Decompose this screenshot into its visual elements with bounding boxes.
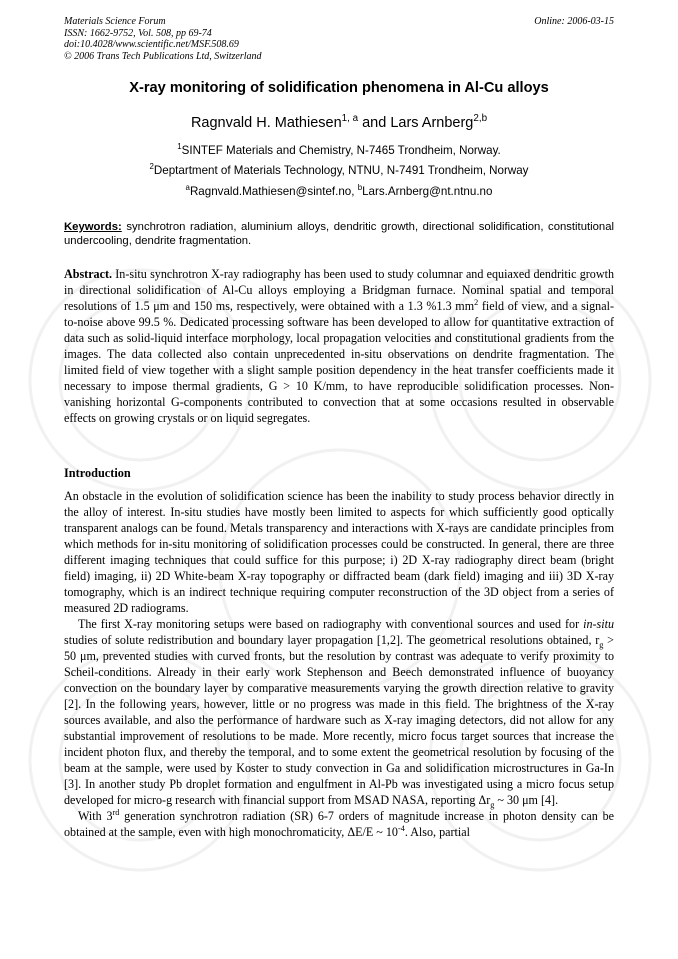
intro-paragraph-2 — [64, 616, 614, 808]
abstract-text-2: field of view, and a signal-to-noise above 99.5 %. Dedicated processing software has been developed to allow for quantitative extraction of data such as solid-liquid interface morphology, local propagation velocities and constitutional gradients from the images. The data collected also contain unprecedented in-situ observations on dendrite fragmentation. The limited field of view together with a slight sample position dependency in the heat transfer coefficients made it necessary to impose thermal gradients, G > 10 K/mm, to have reproducible solidification processes. Non-vanishing horizontal G-components contributed to convection that at some occasions resulted in observable effects on growing crystals or on liquid segregates. — [64, 299, 614, 425]
copyright-line: © 2006 Trans Tech Publications Ltd, Switzerland — [64, 50, 262, 62]
abstract-section — [64, 266, 614, 426]
email-author-2[interactable]: Lars.Arnberg@nt.ntnu.no — [362, 185, 493, 198]
intro-p3-text-a: With 3 — [78, 809, 113, 823]
abstract-label: Abstract. — [64, 267, 113, 281]
journal-name: Materials Science Forum — [64, 16, 166, 27]
keywords-section — [64, 220, 614, 248]
intro-p2-subscript-2: g — [490, 800, 495, 810]
author-2: Lars Arnberg — [390, 115, 474, 131]
author-1-affiliation-mark: 1, a — [341, 113, 359, 125]
author-conjunction: and — [358, 115, 391, 131]
intro-p2-text-a: The first X-ray monitoring setups were based on radiography with conventional sources and used for — [78, 617, 584, 631]
author-2-affiliation-mark: 2,b — [473, 113, 488, 125]
abstract-superscript: 2 — [474, 297, 479, 307]
affiliation-2-text: Deptartment of Materials Technology, NTNU, N-7491 Trondheim, Norway — [153, 164, 529, 177]
intro-p2-text-c: > 50 μm, prevented studies with curved fronts, but the resolution by contrast was adequate to verify proximity to Scheil-conditions. Already in their early work Stephenson and Beech demonstrated influence of buoyancy convection on the boundary layer by comparative measurements varying the growth direction relative to gravity [2]. In the following years, however, little or no progress was made in this field. The brightness of the X-ray sources available, and also the performance of hardware such as X-ray imaging detectors, did not allow for any substantial improvement of resolutions to be made. More recently, micro focus target sources that increase the incident photon flux, and thereby the temporal, and to some extent the geometrical resolution by focusing of the beam at the sample, were used by Koster to study convection in Ga and solidification microstructures in Ga-In [3]. In another study Pb droplet formation and engulfment in Al-Pb was investigated using a micro focus setup developed for micro-g research with financial support from MSAD NASA, reporting Δr — [64, 633, 614, 807]
intro-p3-superscript: rd — [112, 807, 120, 817]
affiliation-1-text: SINTEF Materials and Chemistry, N-7465 Trondheim, Norway. — [181, 144, 501, 157]
email-line — [64, 185, 614, 198]
intro-p3-text-b: generation synchrotron radiation (SR) 6-7 orders of magnitude increase in photon density can be obtained at the sample, even with high monochromaticity, ΔE/E ~ 10 — [64, 809, 614, 839]
intro-p2-italic: in-situ — [583, 617, 614, 631]
author-1: Ragnvald H. Mathiesen — [190, 115, 342, 131]
affiliation-1-mark: 1 — [177, 142, 182, 152]
affiliation-1 — [64, 144, 614, 157]
affiliation-2 — [64, 164, 614, 177]
issn-line: ISSN: 1662-9752, Vol. 508, pp 69-74 — [64, 27, 212, 39]
intro-paragraph-1: An obstacle in the evolution of solidification science has been the inability to study process behavior directly in the alloy of interest. In-situ studies have mostly been limited to aspects for which sufficiently good optically transparent analogs can be found. Metals transparency and interactions with X-rays are candidate principles from which methods for in-situ monitoring of solidification processes could be constructed. In general, there are three different imaging techniques that could suffice for this purpose; i) 2D X-ray radiography direct beam (bright field) imaging, ii) 2D White-beam X-ray topography or diffracted beam (dark field) imaging and iii) 3D X-ray tomography, which is an indirect technique requiring computer reconstruction of the 3D object from a series of measured 2D radiograms. — [64, 489, 614, 615]
intro-p2-subscript: g — [599, 640, 604, 650]
introduction-body — [64, 488, 614, 840]
paper-title: X-ray monitoring of solidification phenomena in Al-Cu alloys — [129, 80, 549, 96]
intro-p2-text-b: studies of solute redistribution and boundary layer propagation [1,2]. The geometrical resolutions obtained, r — [64, 633, 600, 647]
keywords-label: Keywords: — [64, 221, 122, 233]
author-line — [64, 115, 614, 131]
section-heading-introduction: Introduction — [64, 466, 131, 480]
online-date: Online: 2006-03-15 — [534, 16, 614, 27]
intro-p2-text-d: ~ 30 μm [4]. — [494, 793, 559, 807]
intro-p3-text-c: . Also, partial — [404, 825, 470, 839]
intro-paragraph-3 — [64, 808, 614, 840]
keywords-text: synchrotron radiation, aluminium alloys, dendritic growth, directional solidification, constitutional undercooling, dendrite fragmentation. — [64, 221, 614, 247]
email-author-1[interactable]: Ragnvald.Mathiesen@sintef.no, — [189, 185, 358, 198]
email-b-mark: b — [357, 183, 363, 193]
journal-header — [64, 16, 614, 62]
intro-p3-superscript-2: -4 — [397, 823, 405, 833]
doi-line: doi:10.4028/www.scientific.net/MSF.508.69 — [64, 39, 239, 50]
affiliation-2-mark: 2 — [149, 162, 154, 172]
email-a-mark: a — [185, 183, 190, 193]
abstract-text-1: In-situ synchrotron X-ray radiography has been used to study columnar and equiaxed dendritic growth in directional solidification of Al-Cu alloys employing a Bridgman furnace. Nominal spatial and temporal resolutions of 1.5 μm and 150 ms, respectively, were obtained with a 1.3 %1.3 mm — [64, 267, 614, 313]
